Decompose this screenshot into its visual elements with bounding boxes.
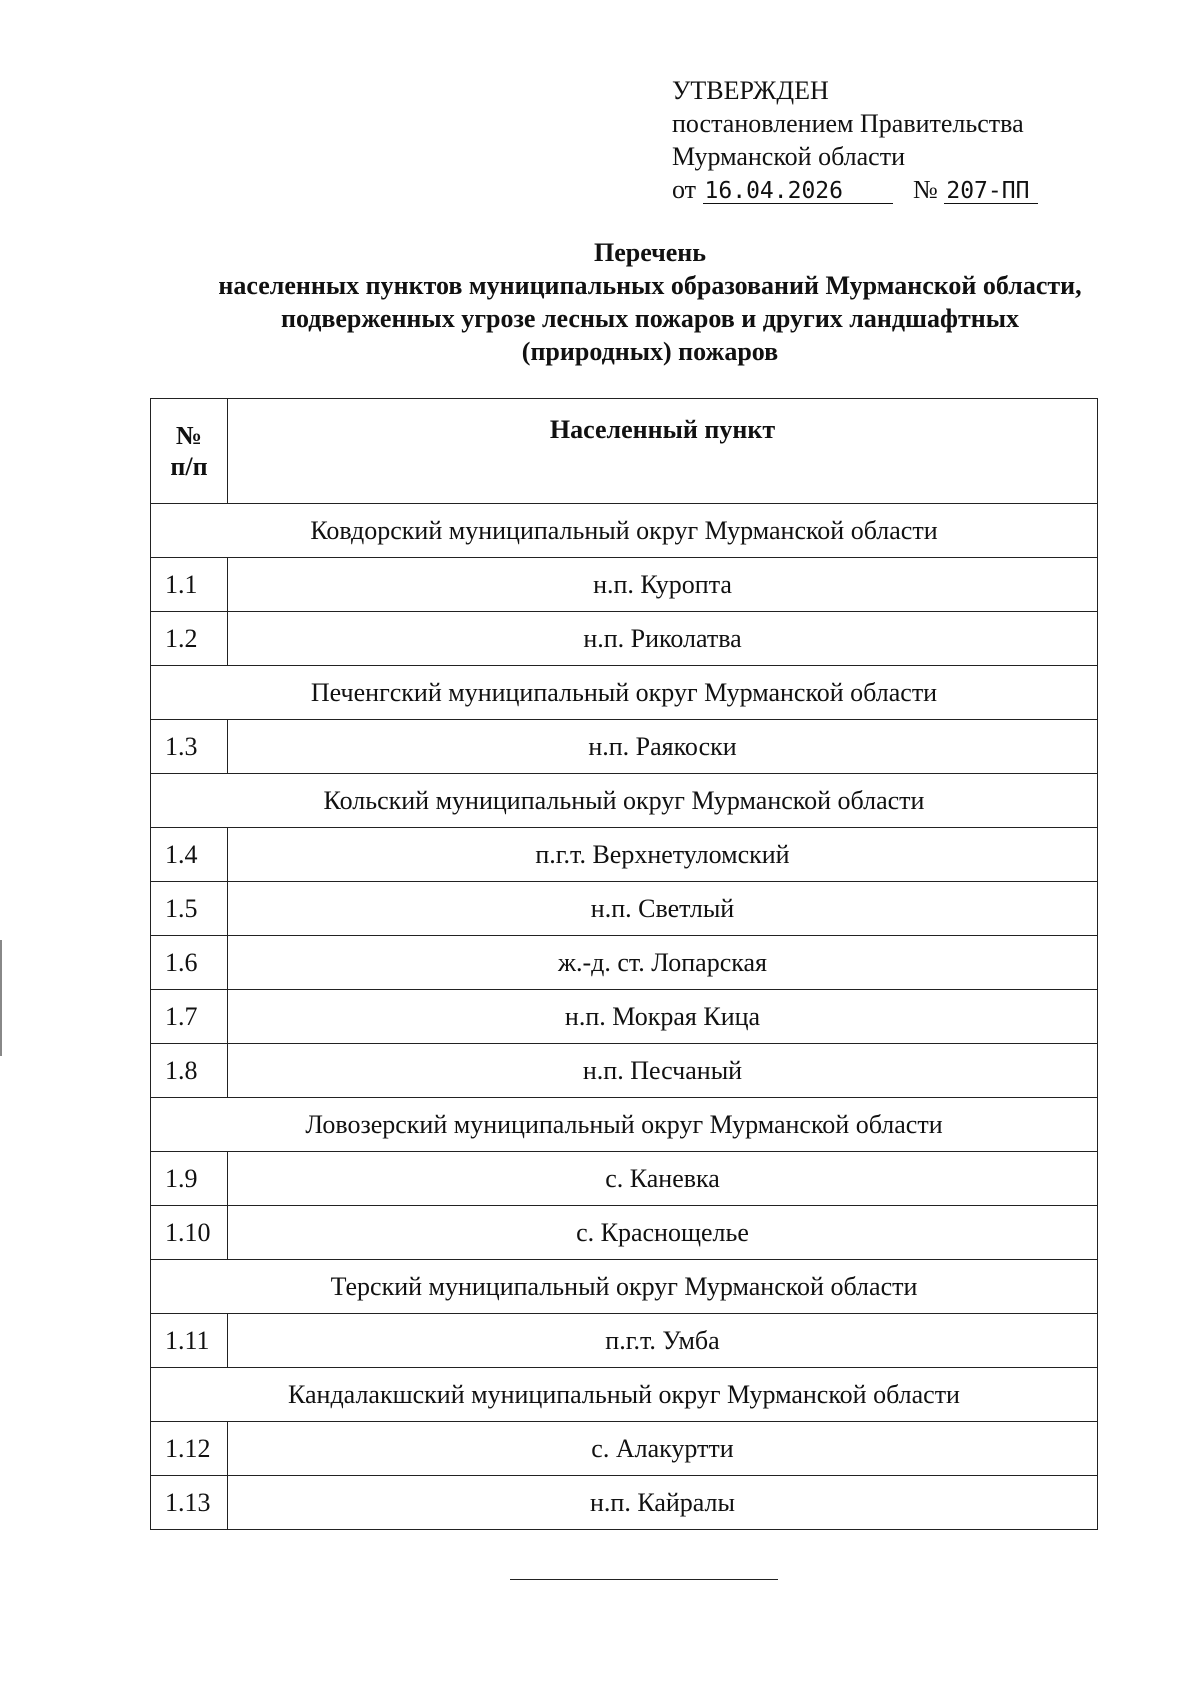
- row-number: 1.1: [151, 558, 228, 612]
- district-row: [151, 1098, 1098, 1152]
- table-row: [151, 1206, 1098, 1260]
- row-number: 1.7: [151, 990, 228, 1044]
- settlement-name: н.п. Светлый: [228, 882, 1098, 936]
- settlement-name: ж.-д. ст. Лопарская: [228, 936, 1098, 990]
- district-name: Печенгский муниципальный округ Мурманской области: [151, 666, 1098, 720]
- approval-heading: УТВЕРЖДЕН: [672, 76, 829, 105]
- approval-date: 16.04.2026: [703, 179, 893, 204]
- settlement-name: п.г.т. Верхнетуломский: [228, 828, 1098, 882]
- district-name: Кандалакшский муниципальный округ Мурманской области: [151, 1368, 1098, 1422]
- settlement-name: н.п. Мокрая Кица: [228, 990, 1098, 1044]
- header-settlement: Населенный пункт: [228, 399, 1098, 504]
- settlement-name: п.г.т. Умба: [228, 1314, 1098, 1368]
- row-number: 1.13: [151, 1476, 228, 1530]
- settlement-name: н.п. Песчаный: [228, 1044, 1098, 1098]
- district-row: [151, 1260, 1098, 1314]
- number-prefix: №: [913, 175, 938, 204]
- settlement-name: с. Алакуртти: [228, 1422, 1098, 1476]
- row-number: 1.3: [151, 720, 228, 774]
- row-number: 1.10: [151, 1206, 228, 1260]
- table-row: [151, 1314, 1098, 1368]
- table-row: [151, 720, 1098, 774]
- row-number: 1.2: [151, 612, 228, 666]
- settlements-table: [150, 398, 1098, 1530]
- settlement-name: н.п. Риколатва: [228, 612, 1098, 666]
- row-number: 1.5: [151, 882, 228, 936]
- row-number: 1.6: [151, 936, 228, 990]
- table-row: [151, 990, 1098, 1044]
- table-row: [151, 1152, 1098, 1206]
- row-number: 1.9: [151, 1152, 228, 1206]
- district-row: [151, 1368, 1098, 1422]
- title-line-4: (природных) пожаров: [521, 337, 779, 366]
- settlement-name: с. Краснощелье: [228, 1206, 1098, 1260]
- approval-line-2: Мурманской области: [672, 142, 905, 171]
- row-number: 1.8: [151, 1044, 228, 1098]
- district-row: [151, 504, 1098, 558]
- district-name: Ковдорский муниципальный округ Мурманской области: [151, 504, 1098, 558]
- title-line-3: подверженных угрозе лесных пожаров и других ландшафтных: [280, 304, 1020, 333]
- table-body: [151, 504, 1098, 1530]
- header-number: № п/п: [151, 399, 228, 504]
- table-header-row: [151, 399, 1098, 504]
- approval-line-1: постановлением Правительства: [672, 109, 1024, 138]
- approval-stamp: [672, 74, 1038, 206]
- date-prefix: от: [672, 175, 697, 204]
- district-row: [151, 666, 1098, 720]
- table-row: [151, 1422, 1098, 1476]
- settlement-name: с. Каневка: [228, 1152, 1098, 1206]
- table-row: [151, 1476, 1098, 1530]
- row-number: 1.11: [151, 1314, 228, 1368]
- table-row: [151, 558, 1098, 612]
- table-row: [151, 936, 1098, 990]
- approval-number: 207-ПП: [944, 179, 1038, 204]
- district-name: Кольский муниципальный округ Мурманской области: [151, 774, 1098, 828]
- settlement-name: н.п. Куропта: [228, 558, 1098, 612]
- approval-date-line: [672, 173, 1038, 206]
- title-line-2: населенных пунктов муниципальных образований Мурманской области,: [218, 271, 1082, 300]
- settlement-name: н.п. Раякоски: [228, 720, 1098, 774]
- settlement-name: н.п. Кайралы: [228, 1476, 1098, 1530]
- table-row: [151, 882, 1098, 936]
- document-title: [150, 236, 1150, 368]
- table-row: [151, 828, 1098, 882]
- row-number: 1.12: [151, 1422, 228, 1476]
- district-name: Ловозерский муниципальный округ Мурманской области: [151, 1098, 1098, 1152]
- table-row: [151, 612, 1098, 666]
- title-line-1: Перечень: [593, 238, 707, 267]
- scan-edge-mark: [0, 940, 2, 1056]
- row-number: 1.4: [151, 828, 228, 882]
- table-row: [151, 1044, 1098, 1098]
- district-row: [151, 774, 1098, 828]
- end-divider: [510, 1579, 778, 1580]
- district-name: Терский муниципальный округ Мурманской области: [151, 1260, 1098, 1314]
